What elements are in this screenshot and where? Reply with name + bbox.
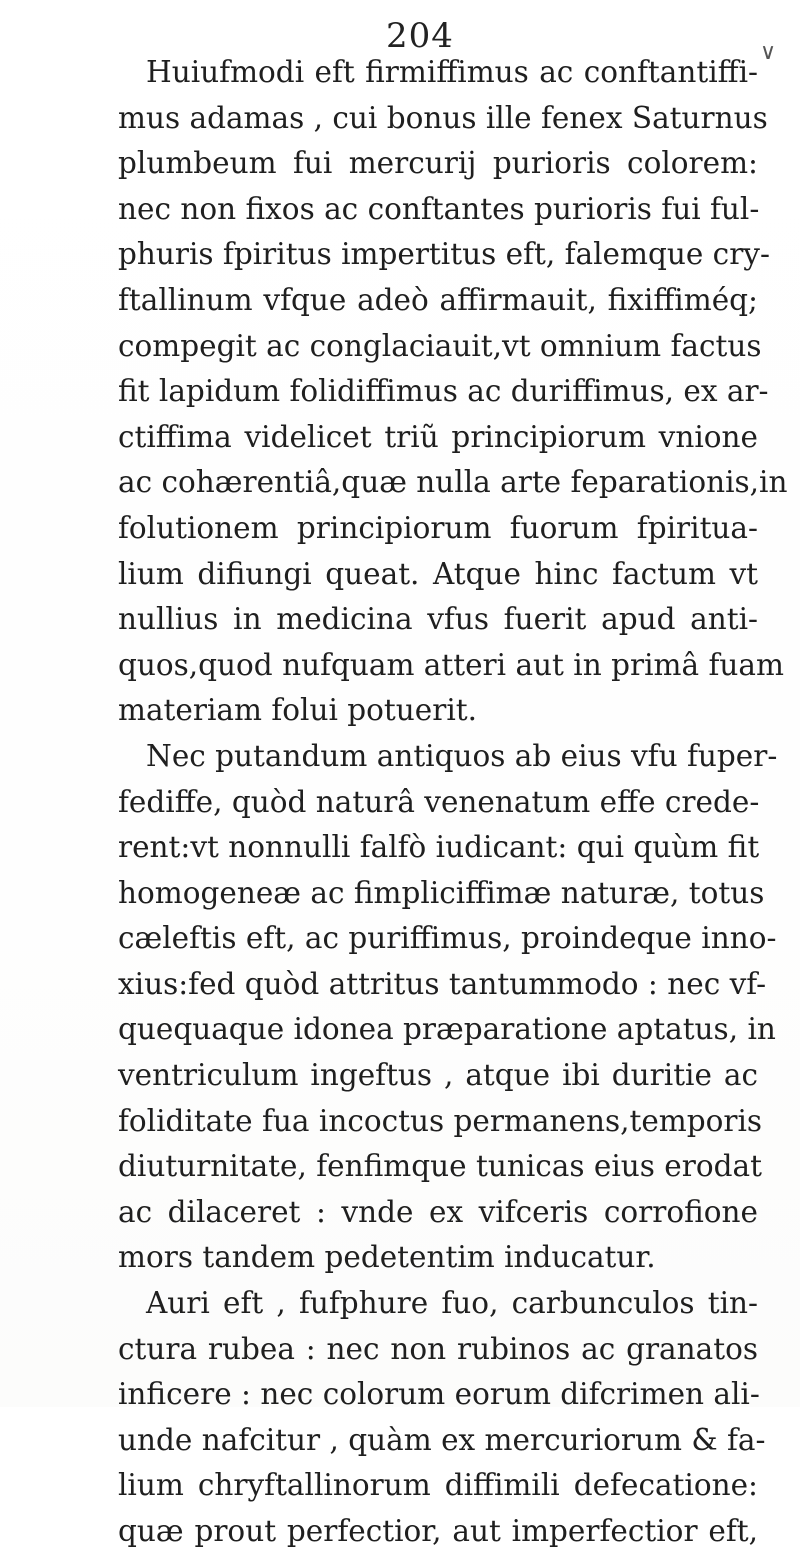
text-line: mus adamas , cui bonus ille fenex Saturnus	[118, 100, 768, 135]
text-line: unde nafcitur , quàm ex mercuriorum & fa-	[118, 1422, 766, 1457]
body-text	[118, 50, 788, 1555]
text-line: phuris fpiritus impertitus eft, falemque cry-	[118, 237, 770, 272]
text-line: ftallinum vfque adeò affirmauit, fixiffiméq;	[118, 282, 758, 317]
text-line: nullius in medicina vfus fuerit apud anti-	[118, 602, 758, 637]
text-line: Nec putandum antiquos ab eius vfu fuper-	[146, 738, 778, 773]
text-line: homogeneæ ac fimpliciffimæ naturæ, totus	[118, 875, 765, 910]
text-line: fediffe, quòd naturâ venenatum effe crede-	[118, 784, 760, 819]
text-line: Huiufmodi eft firmiffimus ac conftantiffi-	[146, 55, 758, 89]
text-line: rent:vt nonnulli falfò iudicant: qui quùm fit	[118, 830, 760, 865]
text-line: quos,quod nufquam atteri aut in primâ fuam	[118, 647, 784, 682]
text-line: diuturnitate, fenfimque tunicas eius erodat	[118, 1149, 762, 1184]
text-line: xius:fed quòd attritus tantummodo : nec vf-	[118, 966, 767, 1001]
text-line: nec non fixos ac conftantes purioris fui ful-	[118, 191, 760, 226]
text-line: ac dilaceret : vnde ex vifceris corrofione	[118, 1194, 758, 1229]
page-number: 204	[386, 16, 454, 56]
text-line: ventriculum ingeftus , atque ibi duritie ac	[118, 1058, 758, 1093]
text-line: inficere : nec colorum eorum difcrimen ali-	[118, 1377, 760, 1412]
text-line: lium difiungi queat. Atque hinc factum vt	[118, 556, 758, 591]
text-line: ctiffima videlicet triũ principiorum vnione	[118, 419, 758, 454]
text-line: ctura rubea : nec non rubinos ac granatos	[118, 1331, 758, 1366]
text-line: compegit ac conglaciauit,vt omnium factus	[118, 328, 762, 363]
text-line: foliditate fua incoctus permanens,temporis	[118, 1103, 763, 1138]
text-line: folutionem principiorum fuorum fpiritua-	[118, 510, 758, 545]
text-line: plumbeum fui mercurij purioris colorem:	[118, 146, 758, 181]
text-line: materiam folui potuerit.	[118, 693, 477, 728]
text-line: quequaque idonea præparatione aptatus, in	[118, 1012, 776, 1047]
text-line: Auri eft , fufphure fuo, carbunculos tin-	[146, 1286, 758, 1321]
margin-mark: ∨	[760, 40, 777, 65]
text-line: ac cohærentiâ,quæ nulla arte feparationis,in	[118, 465, 788, 500]
text-line: lium chryftallinorum diffimili defecatione:	[118, 1468, 758, 1503]
text-line: fit lapidum folidiffimus ac duriffimus, ex ar-	[118, 374, 769, 409]
text-line: cæleftis eft, ac puriffimus, proindeque inno-	[118, 921, 777, 956]
text-line: quæ prout perfectior, aut imperfectior eft,	[118, 1514, 758, 1548]
text-line: mors tandem pedetentim inducatur.	[118, 1240, 656, 1275]
